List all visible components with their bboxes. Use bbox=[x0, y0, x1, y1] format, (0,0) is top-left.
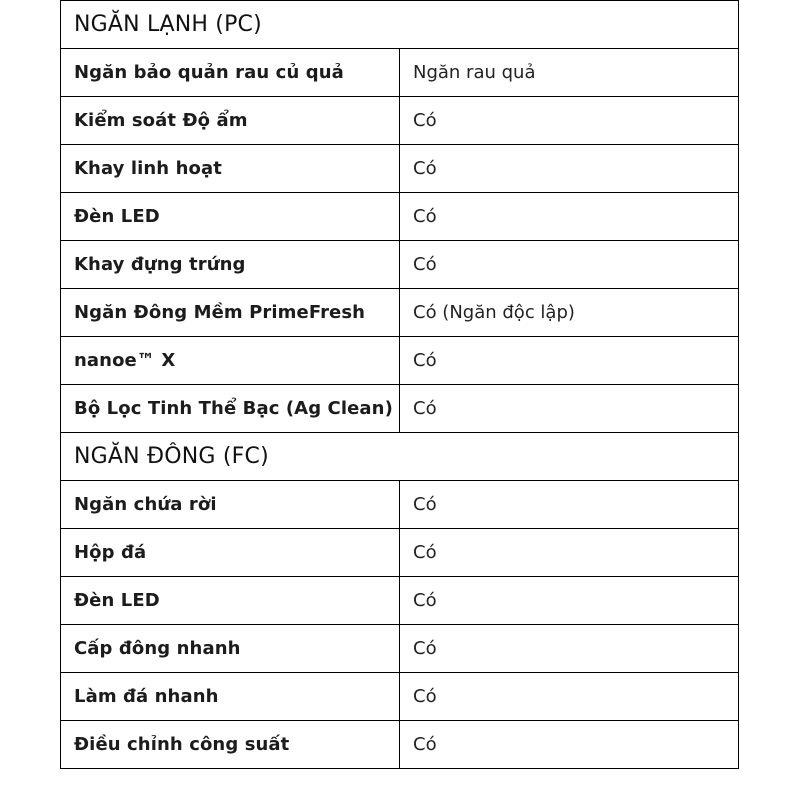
row-label: Kiểm soát Độ ẩm bbox=[61, 97, 400, 145]
table-row bbox=[61, 625, 739, 673]
table-row bbox=[61, 337, 739, 385]
row-label: Ngăn chứa rời bbox=[61, 481, 400, 529]
table-row bbox=[61, 673, 739, 721]
row-label: Làm đá nhanh bbox=[61, 673, 400, 721]
row-value: Có bbox=[400, 625, 739, 673]
row-label: Bộ Lọc Tinh Thể Bạc (Ag Clean) bbox=[61, 385, 400, 433]
row-label: nanoe™ X bbox=[61, 337, 400, 385]
row-value: Có bbox=[400, 721, 739, 769]
section-header-refrigerator bbox=[61, 1, 739, 49]
row-value: Có bbox=[400, 97, 739, 145]
table-row bbox=[61, 721, 739, 769]
row-value: Có bbox=[400, 193, 739, 241]
table-row bbox=[61, 241, 739, 289]
table-row bbox=[61, 145, 739, 193]
row-value: Có bbox=[400, 337, 739, 385]
row-value: Có bbox=[400, 145, 739, 193]
row-label: Khay linh hoạt bbox=[61, 145, 400, 193]
row-label: Khay đựng trứng bbox=[61, 241, 400, 289]
row-label: Đèn LED bbox=[61, 577, 400, 625]
row-value: Có bbox=[400, 385, 739, 433]
section-header-freezer bbox=[61, 433, 739, 481]
row-label: Điều chỉnh công suất bbox=[61, 721, 400, 769]
row-value: Có bbox=[400, 577, 739, 625]
row-label: Ngăn Đông Mềm PrimeFresh bbox=[61, 289, 400, 337]
row-value: Có bbox=[400, 481, 739, 529]
table-row bbox=[61, 193, 739, 241]
section-title: NGĂN ĐÔNG (FC) bbox=[61, 433, 739, 481]
row-label: Hộp đá bbox=[61, 529, 400, 577]
row-label: Cấp đông nhanh bbox=[61, 625, 400, 673]
table-row bbox=[61, 577, 739, 625]
row-value: Có bbox=[400, 673, 739, 721]
row-value: Có bbox=[400, 241, 739, 289]
table-row bbox=[61, 49, 739, 97]
row-label: Ngăn bảo quản rau củ quả bbox=[61, 49, 400, 97]
table-row bbox=[61, 289, 739, 337]
table-row bbox=[61, 481, 739, 529]
spec-table bbox=[60, 0, 739, 769]
row-value: Ngăn rau quả bbox=[400, 49, 739, 97]
row-value: Có (Ngăn độc lập) bbox=[400, 289, 739, 337]
table-row bbox=[61, 97, 739, 145]
row-value: Có bbox=[400, 529, 739, 577]
row-label: Đèn LED bbox=[61, 193, 400, 241]
table-row bbox=[61, 529, 739, 577]
section-title: NGĂN LẠNH (PC) bbox=[61, 1, 739, 49]
table-row bbox=[61, 385, 739, 433]
